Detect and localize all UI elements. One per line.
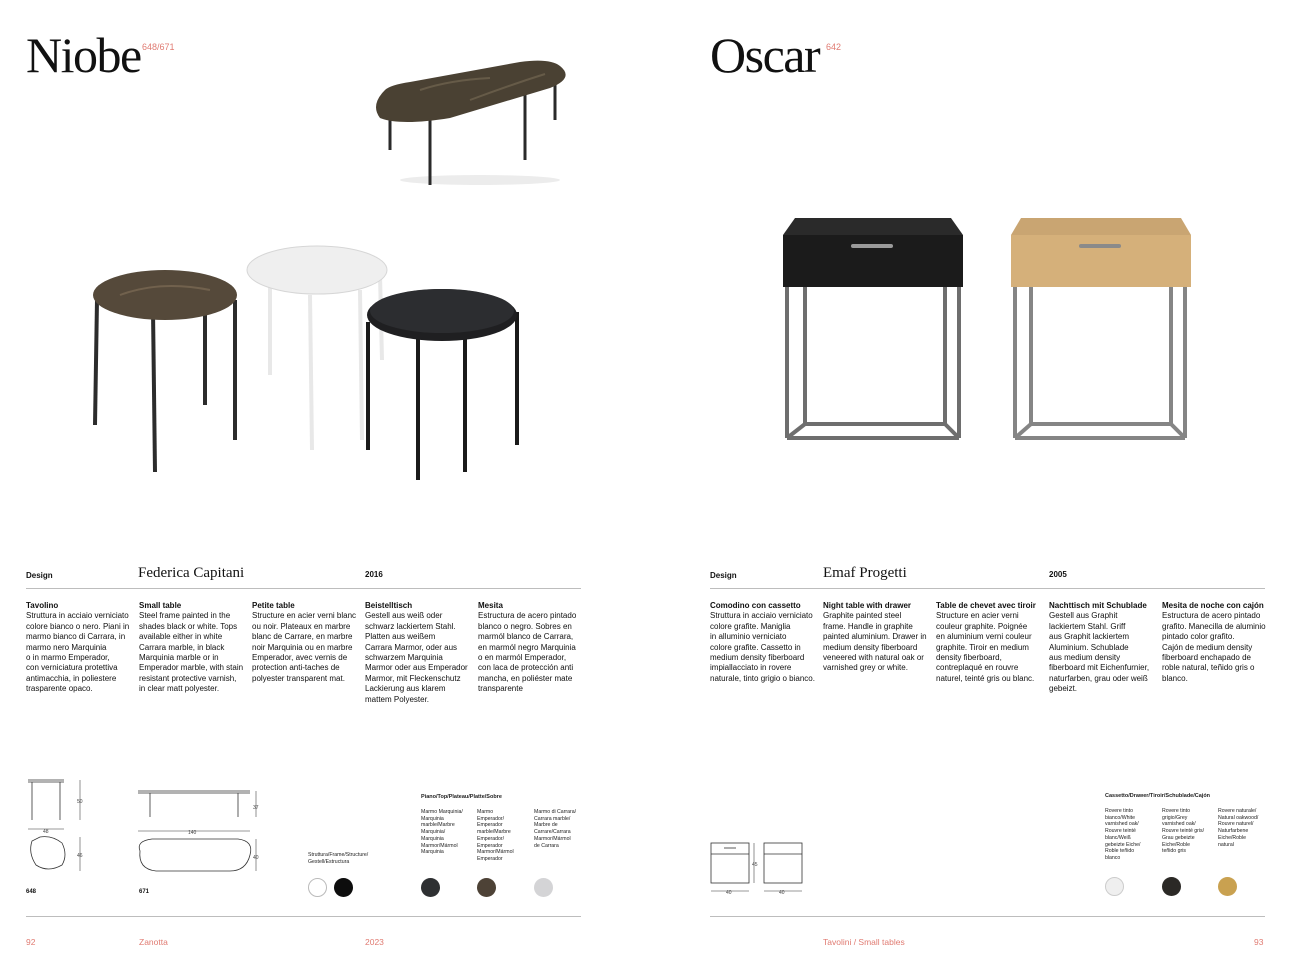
oscar-night-tables-photo bbox=[775, 210, 1205, 450]
dim-w: 40 bbox=[726, 890, 732, 896]
column-heading: Petite table bbox=[252, 601, 295, 610]
column-body: Struttura in acciaio verniciato colore bianco o nero. Piani in marmo bianco di Carrara, in marmo nero Marquinia o in marmo Emperador, con verniciatura protettiva antimacchia, in poliestere trasparente opaco. bbox=[26, 611, 130, 694]
footer-year: 2023 bbox=[365, 937, 384, 947]
column-heading: Comodino con cassetto bbox=[710, 601, 801, 610]
design-label-left: Design bbox=[26, 571, 53, 580]
column-heading: Beistelltisch bbox=[365, 601, 413, 610]
divider-right-bottom bbox=[710, 916, 1265, 917]
product-code-niobe: 648/671 bbox=[142, 42, 175, 52]
technical-drawing-642 bbox=[706, 838, 806, 898]
column-body: Gestell aus weiß oder schwarz lackiertem Stahl. Platten aus weißem Carrara Marmor, oder aus schwarzem Marquinia Marmor oder aus Emperador Marmor, mit Fleckenschutz Lackierung aus klarem mattem Polyester. bbox=[365, 611, 468, 704]
column-body: Struttura in acciaio verniciato colore grafite. Maniglia in alluminio verniciato colore grafite. Cassetto in medium density fiberboard impiallacciato in rovere naturale, tinto grigio o bianco. bbox=[710, 611, 815, 683]
drawer-swatch-white-oak[interactable] bbox=[1105, 877, 1124, 896]
dim-w2: 140 bbox=[188, 830, 197, 836]
description-column-es bbox=[478, 601, 588, 695]
dim-h2: 37 bbox=[253, 805, 259, 811]
dim-d2: 40 bbox=[253, 855, 259, 861]
designer-name-left: Federica Capitani bbox=[138, 565, 245, 581]
technical-drawing-671 bbox=[134, 785, 264, 885]
design-year-left: 2016 bbox=[365, 570, 383, 579]
frame-swatch-black[interactable] bbox=[334, 878, 353, 897]
column-heading: Nachttisch mit Schublade bbox=[1049, 601, 1147, 610]
drawer-option-natural-oak: Rovere naturale/ Natural oakwood/ Rouvre naturel/ Naturfarbene Eiche/Roble natural bbox=[1218, 808, 1259, 848]
column-heading: Mesita de noche con cajón bbox=[1162, 601, 1264, 610]
column-body: Graphite painted steel frame. Handle in graphite painted aluminium. Drawer in medium density fiberboard veneered with natural oak or varnished grey or white. bbox=[823, 611, 927, 673]
description-column-it bbox=[26, 601, 136, 695]
column-heading: Table de chevet avec tiroir bbox=[936, 601, 1036, 610]
drawer-option-grey-oak: Rovere tinto grigio/Grey varnished oak/ Rouvre teinté gris/ Grau gebeizte Eiche/Roble teñido gris bbox=[1162, 808, 1205, 855]
description-column-fr bbox=[936, 601, 1048, 684]
product-title-oscar: Oscar bbox=[710, 27, 820, 83]
dim-d: 40 bbox=[779, 890, 785, 896]
column-heading: Mesita bbox=[478, 601, 503, 610]
product-code-oscar: 642 bbox=[826, 42, 842, 52]
top-option-marquinia: Marmo Marquinia/ Marquinia marble/Marbre Marquinia/ Marquinia Marmor/Mármol Marquinia bbox=[421, 809, 463, 856]
column-body: Estructura de acero pintado blanco o negro. Sobres en marmól blanco de Carrara, en marmól negro Marquinia o en marmól Emperador, con laca de protección anti mancha, en poliéster mate transparente bbox=[478, 611, 577, 694]
drawer-finish-label: Cassetto/Drawer/Tiroir/Schublade/Cajón bbox=[1105, 793, 1211, 799]
top-swatch-carrara[interactable] bbox=[534, 878, 553, 897]
column-body: Steel frame painted in the shades black or white. Tops available either in white Carrara marble, in black Marquinia marble or in Emperador marble, with stain resistant protective varnish, in clear matt polyester. bbox=[139, 611, 244, 694]
divider-left-bottom bbox=[26, 916, 581, 917]
designer-name-right: Emaf Progetti bbox=[823, 565, 907, 581]
description-column-es bbox=[1162, 601, 1274, 684]
column-body: Structure en acier verni blanc ou noir. Plateaux en marbre blanc de Carrare, en marbre noir Marquinia ou en marbre Emperador, avec vernis de protection anti-taches de polyester transparent mat. bbox=[252, 611, 357, 683]
description-column-de bbox=[1049, 601, 1161, 695]
column-heading: Small table bbox=[139, 601, 182, 610]
column-body: Structure en acier verni couleur graphite. Poignée en aluminium verni couleur graphite. Tiroir en medium density fiberboard, contreplaqué en rouvre naturel, teinté gris ou blanc. bbox=[936, 611, 1035, 683]
column-heading: Tavolino bbox=[26, 601, 59, 610]
design-label-right: Design bbox=[710, 571, 737, 580]
frame-swatch-white[interactable] bbox=[308, 878, 327, 897]
frame-finish-label: Struttura/Frame/Structure/ Gestell/Estructura bbox=[308, 852, 369, 865]
niobe-small-tables-photo bbox=[80, 240, 540, 500]
design-year-right: 2005 bbox=[1049, 570, 1067, 579]
technical-drawing-648 bbox=[22, 775, 92, 885]
description-column-it bbox=[710, 601, 822, 684]
footer-section: Tavolini / Small tables bbox=[823, 937, 905, 947]
model-code-648: 648 bbox=[26, 889, 37, 895]
niobe-coffee-table-photo bbox=[360, 50, 580, 195]
product-title-niobe: Niobe bbox=[26, 27, 141, 83]
description-column-en bbox=[139, 601, 249, 695]
top-swatch-emperador[interactable] bbox=[477, 878, 496, 897]
divider-left-top bbox=[26, 588, 581, 589]
column-heading: Night table with drawer bbox=[823, 601, 912, 610]
top-swatch-marquinia[interactable] bbox=[421, 878, 440, 897]
dim-d1: 46 bbox=[77, 853, 83, 859]
page-number-right: 93 bbox=[1254, 937, 1264, 947]
model-code-671: 671 bbox=[139, 889, 150, 895]
description-column-fr bbox=[252, 601, 362, 684]
drawer-swatch-natural-oak[interactable] bbox=[1218, 877, 1237, 896]
page-number-left: 92 bbox=[26, 937, 36, 947]
column-body: Gestell aus Graphit lackiertem Stahl. Griff aus Graphit lackiertem Aluminium. Schublade aus medium density fiberboard mit Eichenfurnier, naturfarben, grau oder weiß gebeizt. bbox=[1049, 611, 1150, 694]
divider-right-top bbox=[710, 588, 1265, 589]
top-option-emperador: Marmo Emperador/ Emperador marble/Marbre Emperador/ Emperador Marmor/Mármol Emperador bbox=[477, 809, 514, 862]
dim-h1: 50 bbox=[77, 799, 83, 805]
dim-h: 45 bbox=[752, 862, 758, 868]
column-body: Estructura de acero pintado grafito. Manecilla de aluminio pintado color grafito. Cajón de medium density fiberboard enchapado de roble natural, teñido gris o blanco. bbox=[1162, 611, 1266, 683]
dim-w1: 48 bbox=[43, 829, 49, 835]
description-column-de bbox=[365, 601, 475, 705]
drawer-swatch-grey-oak[interactable] bbox=[1162, 877, 1181, 896]
footer-brand: Zanotta bbox=[139, 937, 168, 947]
top-finish-label: Piano/Top/Plateau/Platte/Sobre bbox=[421, 794, 502, 800]
drawer-option-white-oak: Rovere tinto bianco/White varnished oak/ Rouvre teinté blanc/Weiß gebeizte Eiche/ Roble teñido blanco bbox=[1105, 808, 1141, 861]
top-option-carrara: Marmo di Carrara/ Carrara marble/ Marbre de Carrare/Carrara Marmor/Mármol de Carrara bbox=[534, 809, 577, 849]
description-column-en bbox=[823, 601, 935, 674]
